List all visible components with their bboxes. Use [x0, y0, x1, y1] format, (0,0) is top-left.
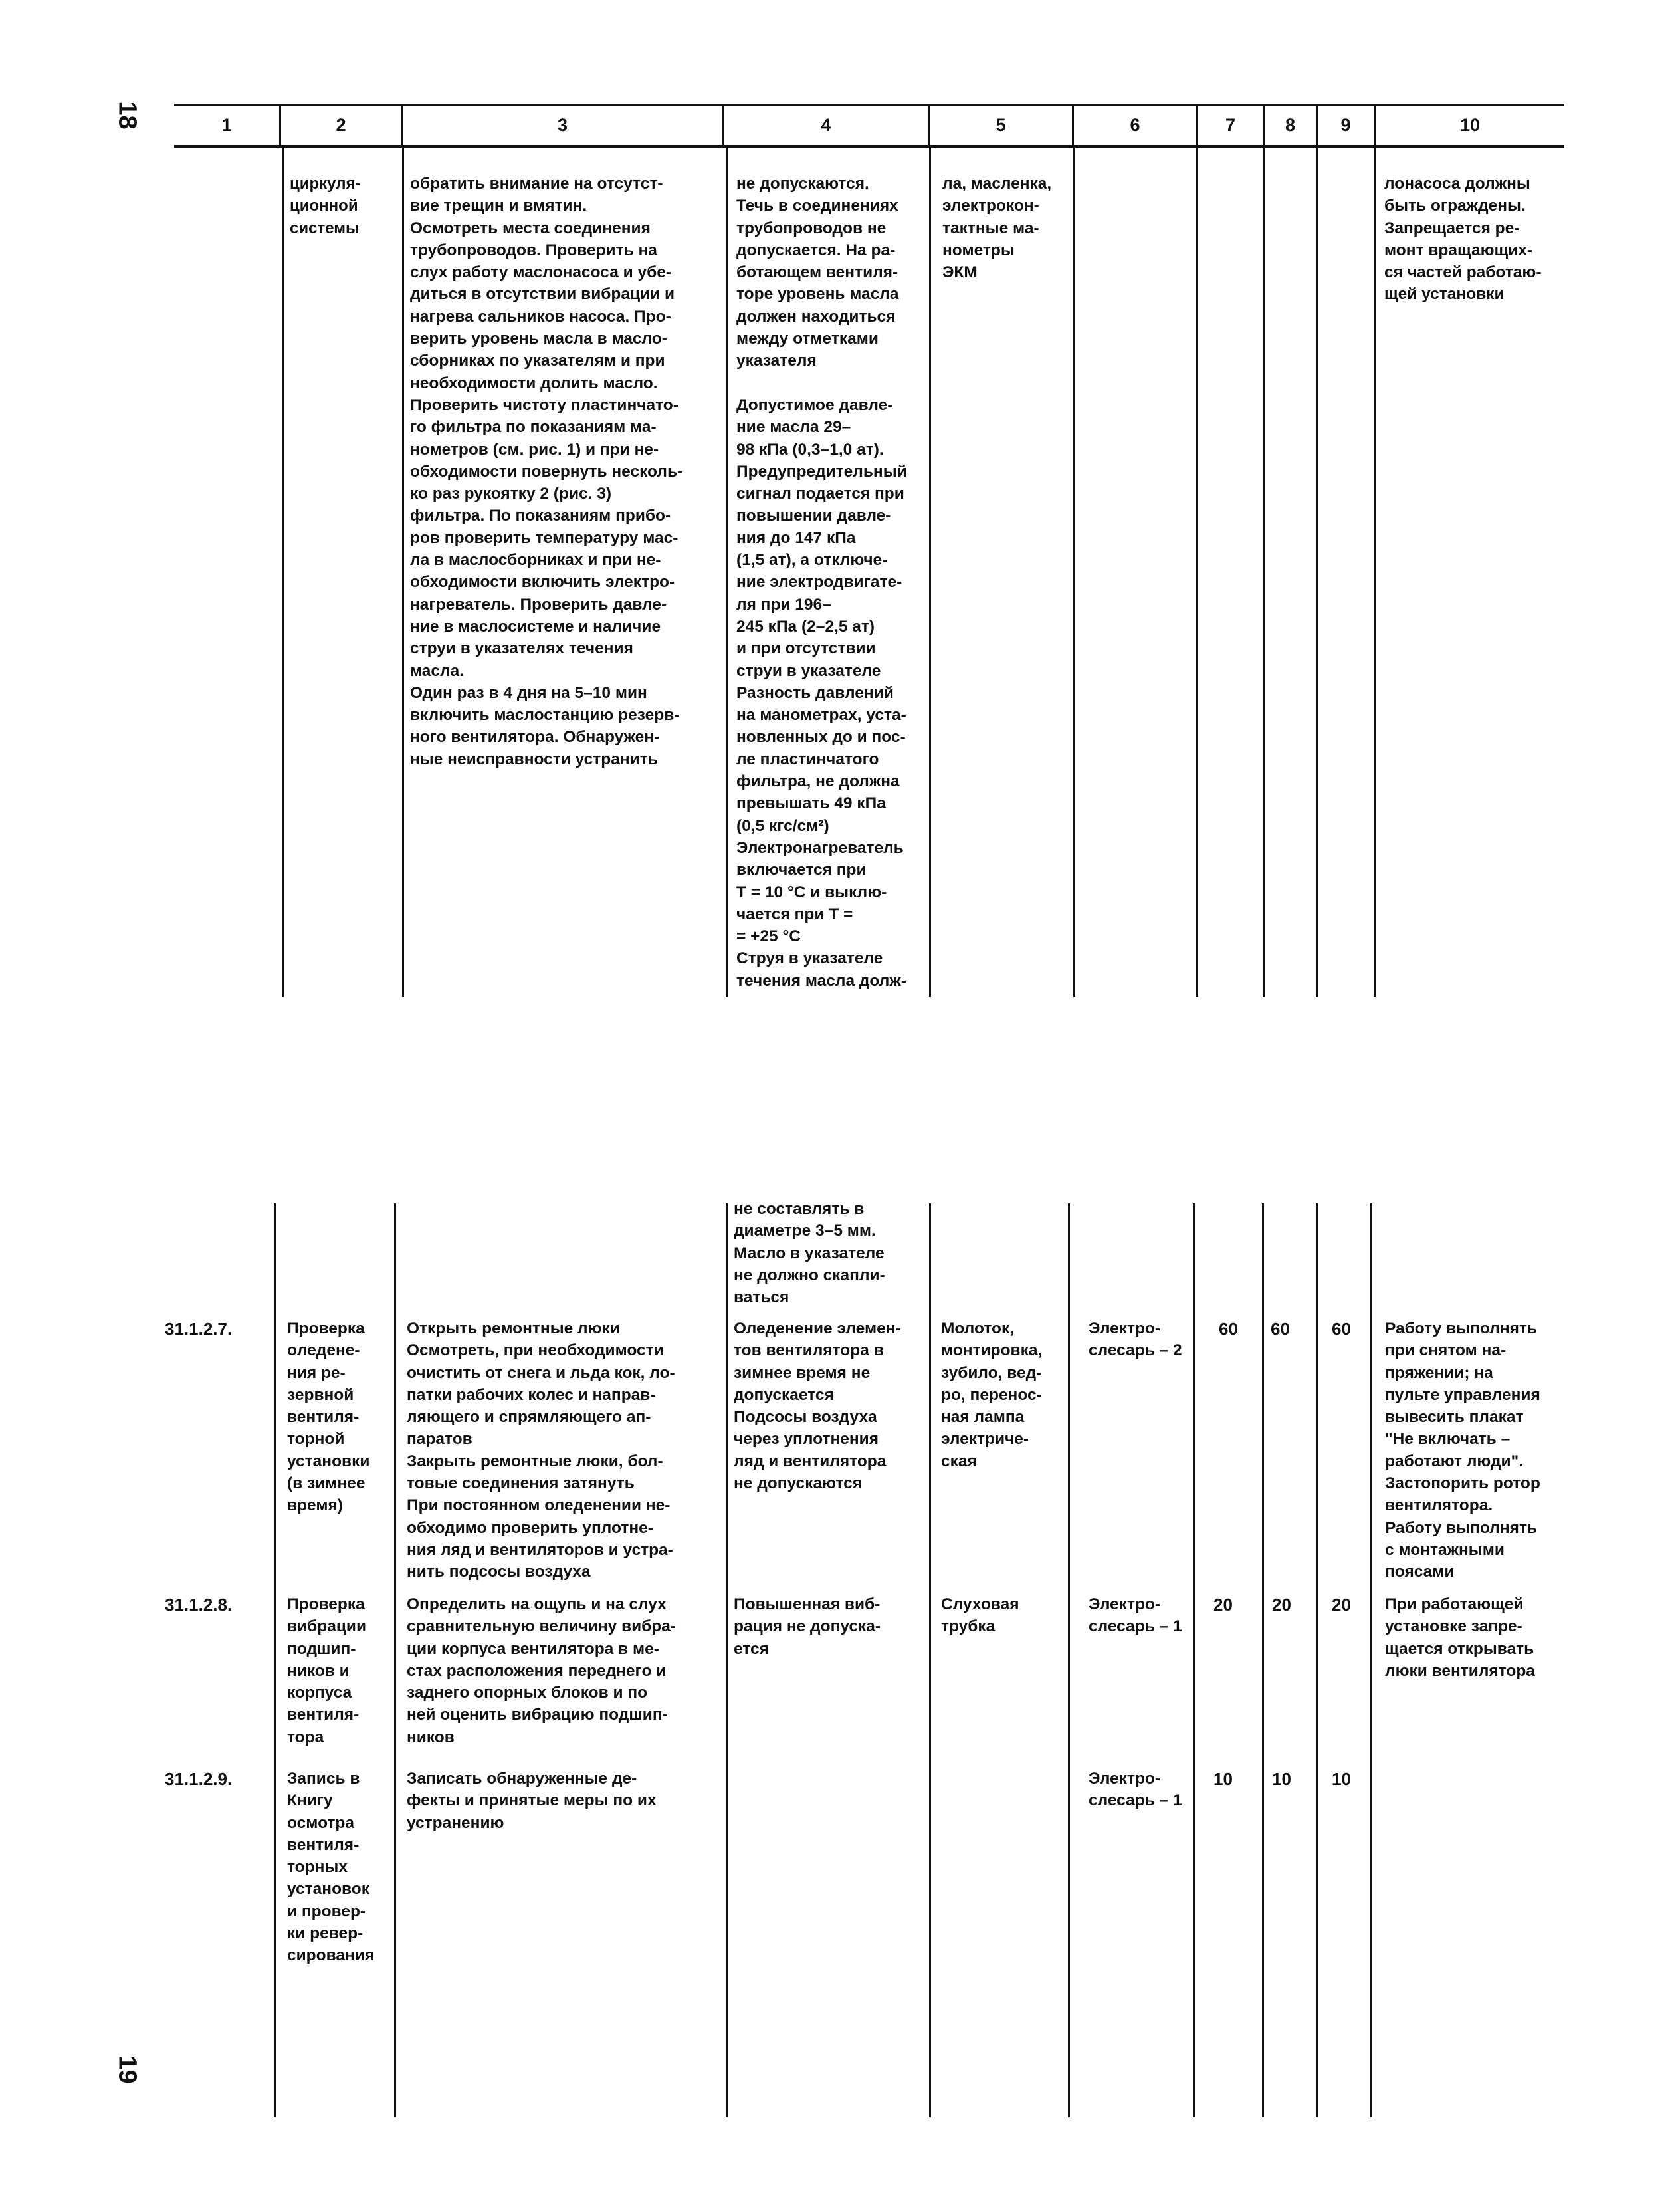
row-notes: При работающей установке запре- щается открывать люки вентилятора — [1385, 1595, 1535, 1680]
row-process-name: Проверка oледене- ния ре- зервной вентиля- торной установки (в зимнее время) — [287, 1320, 370, 1515]
header-col-3: 3 — [557, 115, 568, 135]
header-col-2: 2 — [336, 115, 346, 135]
row-col9-value: 60 — [1332, 1319, 1351, 1339]
page-number-top: 18 — [113, 101, 142, 130]
row-col7-value: 20 — [1213, 1595, 1233, 1615]
column-line — [274, 1203, 276, 2117]
row-tools: Молоток, монтировка, зубило, вед- ро, перенос- ная лампа электриче- ская — [941, 1320, 1043, 1470]
column-line — [726, 1203, 728, 2117]
column-line — [1316, 148, 1318, 997]
column-line — [1262, 1203, 1264, 2117]
row-code: 31.1.2.9. — [165, 1769, 233, 1789]
column-line — [1073, 148, 1075, 997]
row-notes: Работу выполнять при снятом на- пряжении; на пульте управления вывесить плакат "Не включать – работают люди". Застопорить ротор вентилятора. Работу выполнять с монтажными поясами — [1385, 1320, 1540, 1581]
row-code: 31.1.2.7. — [165, 1319, 233, 1339]
page-number-bottom: 19 — [113, 2055, 142, 2084]
header-col-8: 8 — [1285, 115, 1296, 135]
top-notes-text: лонасоса должны быть ограждены. Запрещается ре- монт вращающих- ся частей работаю- щей установки — [1384, 175, 1542, 304]
column-line — [1196, 148, 1198, 997]
row-col7-value: 10 — [1213, 1769, 1233, 1789]
row-col8-value: 20 — [1272, 1595, 1291, 1615]
header-col-10: 10 — [1459, 115, 1481, 135]
column-line — [929, 148, 931, 997]
row-actions: Определить на ощупь и на слух сравнительную величину вибра- ции корпуса вентилятора в ме- стах расположения переднего и заднего опорных блоков и по ней оценить вибрацию подшип- ников — [407, 1595, 677, 1746]
row-process-name: Запись в Книгу осмотра вентиля- торных установок и провер- ки ревер- сирования — [287, 1770, 375, 1965]
row-col7-value: 60 — [1219, 1319, 1238, 1339]
column-line — [1374, 148, 1376, 997]
header-col-1: 1 — [221, 115, 232, 135]
column-line — [1068, 1203, 1070, 2117]
top-tools-text: ла, масленка, электрокон- тактные ма- нометры ЭКМ — [942, 175, 1052, 282]
row-actions: Открыть ремонтные люки Осмотреть, при необходимости очистить от снега и льда кок, ло- патки рабочих колес и направ- ляющего и спрямляющего ап- паратов Закрыть ремонтные люки, бол- товые соединения затянуть При постоянном оледенении не- обходимо проверить уплотне- ния ляд и вентиляторов и устра- нить подсосы воздуха — [407, 1320, 675, 1581]
column-line — [1370, 1203, 1372, 2117]
row-tools: Слуховая трубка — [941, 1595, 1019, 1636]
row-worker: Электро- слесарь – 1 — [1089, 1770, 1182, 1810]
header-col-9: 9 — [1340, 115, 1351, 135]
row-worker: Электро- слесарь – 2 — [1089, 1320, 1182, 1360]
column-line — [1263, 148, 1265, 997]
column-line — [726, 148, 728, 997]
row-actions: Записать обнаруженные де- фекты и принятые меры по их устранению — [407, 1770, 657, 1832]
row-requirements: Повышенная виб- рация не допуска- ется — [734, 1595, 881, 1658]
header-col-5: 5 — [996, 115, 1006, 135]
column-line — [282, 148, 284, 997]
row-col9-value: 20 — [1332, 1595, 1351, 1615]
column-line — [394, 1203, 396, 2117]
column-line — [1316, 1203, 1318, 2117]
column-line — [402, 148, 404, 997]
row-worker: Электро- слесарь – 1 — [1089, 1595, 1182, 1636]
header-col-6: 6 — [1130, 115, 1140, 135]
row-code: 31.1.2.8. — [165, 1595, 233, 1615]
continuation-requirements-text: не составлять в диаметре 3–5 мм. Масло в указателе не должно скапли- ваться — [734, 1200, 885, 1307]
top-requirements-text: не допускаются. Течь в соединениях трубопроводов не допускается. На ра- ботающем вентиля- торе уровень масла должен находиться между отметками указателя Допустимое давле- ние масла 29– 98 кПа (0,3–1,0 ат). Предупредительный сигнал подается при повышении давле- ния до 147 кПа (1,5 ат), а отключе- ние электродвигате- ля при 196– 245 кПа (2–2,5 ат) и при отсутствии струи в указателе Разность давлений на манометрах, уста- новленных до и пос- ле пластинчатого фильтра, не должна превышать 49 кПа (0,5 кгс/см²) Электронагреватель включается при Т = 10 °С и выклю- чается при Т = = +25 °С Струя в указателе течения масла долж- — [736, 175, 907, 990]
header-bottom-rule — [174, 145, 1564, 148]
top-actions-text: обратить внимание на отсутст- вие трещин и вмятин. Осмотреть места соединения трубопроводов. Проверить на слух работу маслонасоса и убе- диться в отсутствии вибрации и нагрева сальников насоса. Про- верить уровень масла в масло- сборниках по указателям и при необходимости долить масло. Проверить чистоту пластинчато- го фильтра по показаниям ма- нометров (см. рис. 1) и при не- обходимости повернуть несколь- ко раз рукоятку 2 (рис. 3) фильтра. По показаниям прибо- ров проверить температуру мас- ла в маслосборниках и при не- обходимости включить электро- нагреватель. Проверить давле- ние в маслосистеме и наличие струи в указателях течения масла. Один раз в 4 дня на 5–10 мин включить маслостанцию резерв- ного вентилятора. Обнаружен- ные неисправности устранить — [410, 175, 683, 768]
row-col8-value: 60 — [1271, 1319, 1290, 1339]
top-process-name: циркуля- ционной системы — [290, 175, 361, 237]
row-requirements: Оледенение элемен- тов вентилятора в зимнее время не допускается Подсосы воздуха через уплотнения ляд и вентилятора не допускаются — [734, 1320, 901, 1493]
row-process-name: Проверка вибрации подшип- ников и корпуса вентиля- тора — [287, 1595, 367, 1746]
header-col-4: 4 — [821, 115, 831, 135]
column-line — [929, 1203, 931, 2117]
row-col8-value: 10 — [1272, 1769, 1291, 1789]
row-col9-value: 10 — [1332, 1769, 1351, 1789]
header-col-7: 7 — [1225, 115, 1236, 135]
